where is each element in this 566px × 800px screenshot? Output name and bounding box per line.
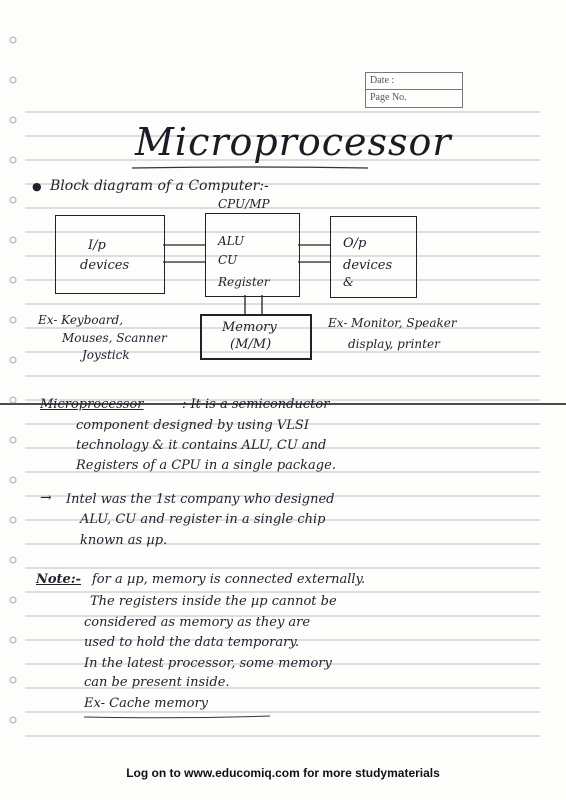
date-label: Date :	[366, 73, 462, 90]
note-line-7: Ex- Cache memory	[84, 696, 209, 711]
output-box-line-3: &	[343, 275, 354, 289]
definition-line-4: Registers of a CPU in a single package.	[76, 458, 336, 473]
diagram-connectors	[0, 0, 566, 360]
input-examples-line-1: Ex- Keyboard,	[38, 313, 124, 327]
memory-box-line-1: Memory	[222, 320, 277, 335]
note-line-5: In the latest processor, some memory	[84, 656, 332, 671]
output-examples-line-2: display, printer	[348, 337, 440, 351]
definition-term: Microprocessor	[40, 397, 144, 412]
intel-line-1: Intel was the 1st company who designed	[66, 492, 335, 507]
definition-line-2: component designed by using VLSI	[76, 418, 309, 433]
diagram-heading: Block diagram of a Computer:-	[50, 178, 269, 194]
bullet-icon: ●	[32, 180, 42, 193]
output-examples-line-1: Ex- Monitor, Speaker	[328, 316, 457, 330]
intel-line-2: ALU, CU and register in a single chip	[80, 512, 326, 527]
cpu-box-alu: ALU	[218, 234, 245, 248]
intel-line-3: known as µp.	[80, 533, 168, 548]
cpu-label: CPU/MP	[218, 197, 270, 211]
note-line-3: considered as memory as they are	[84, 615, 311, 630]
cpu-box-register: Register	[218, 275, 270, 289]
input-examples-line-2: Mouses, Scanner	[62, 331, 167, 345]
note-underline	[82, 714, 272, 720]
arrow-icon: →	[40, 490, 52, 506]
input-box-line-2: devices	[80, 258, 130, 273]
input-box-line-1: I/p	[88, 238, 106, 253]
note-line-4: used to hold the data temporary.	[84, 635, 300, 650]
definition-line-1: : It is a semiconductor	[182, 397, 330, 412]
page-no-label: Page No.	[370, 92, 407, 103]
note-line-6: can be present inside.	[84, 675, 230, 690]
page-title: Microprocessor	[135, 120, 452, 164]
footer-text: Log on to www.educomiq.com for more studymaterials	[126, 766, 440, 780]
note-label: Note:-	[36, 572, 82, 587]
memory-box-line-2: (M/M)	[230, 337, 272, 352]
note-line-2: The registers inside the µp cannot be	[90, 594, 337, 609]
cpu-box-cu: CU	[218, 253, 238, 267]
output-box-line-2: devices	[343, 258, 393, 273]
note-line-1: for a µp, memory is connected externally.	[92, 572, 366, 587]
output-box-line-1: O/p	[343, 236, 367, 251]
definition-line-3: technology & it contains ALU, CU and	[76, 438, 327, 453]
input-examples-line-3: Joystick	[82, 348, 130, 362]
